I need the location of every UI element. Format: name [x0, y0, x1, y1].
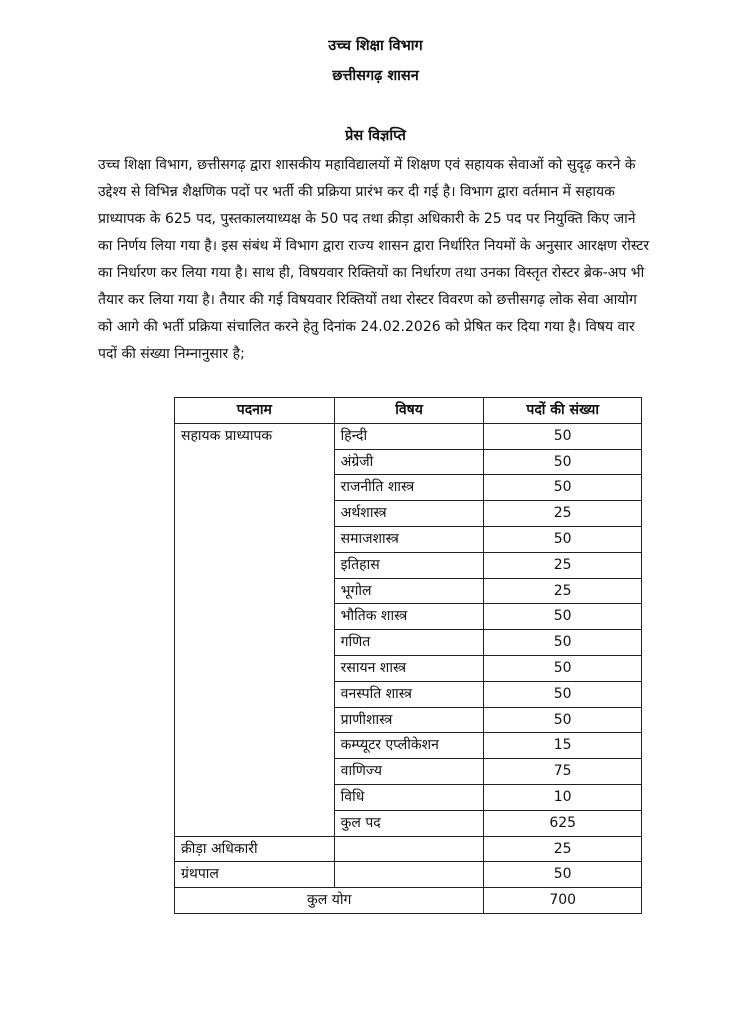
subject-cell: कम्प्यूटर एप्लीकेशन	[334, 733, 484, 759]
count-cell: 50	[484, 681, 642, 707]
subtotal-count: 625	[484, 810, 642, 836]
government-title: छत्तीसगढ़ शासन	[332, 68, 419, 84]
count-cell: 50	[484, 423, 642, 449]
count-cell: 25	[484, 552, 642, 578]
table-row	[175, 862, 642, 888]
subject-cell: वनस्पति शास्त्र	[334, 681, 484, 707]
subject-cell: अंग्रेजी	[334, 449, 484, 475]
post-sports-officer: क्रीड़ा अधिकारी	[175, 836, 335, 862]
table-row	[175, 836, 642, 862]
subject-cell: वाणिज्य	[334, 759, 484, 785]
subject-cell: समाजशास्त्र	[334, 526, 484, 552]
post-librarian: ग्रंथपाल	[175, 862, 335, 888]
subject-cell: इतिहास	[334, 552, 484, 578]
subject-cell: प्राणीशास्त्र	[334, 707, 484, 733]
count-cell: 50	[484, 630, 642, 656]
subject-cell: हिन्दी	[334, 423, 484, 449]
count-cell: 10	[484, 784, 642, 810]
subtotal-label: कुल पद	[334, 810, 484, 836]
table-body	[175, 423, 642, 913]
subject-cell: भूगोल	[334, 578, 484, 604]
subject-cell: विधि	[334, 784, 484, 810]
count-cell: 15	[484, 733, 642, 759]
press-release-body: उच्च शिक्षा विभाग, छत्तीसगढ़ द्वारा शासकीय महाविद्यालयों में शिक्षण एवं सहायक सेवाओं को सुदृढ़ करने के उद्देश्य से विभिन्न शैक्षणिक पदों पर भर्ती की प्रक्रिया प्रारंभ कर दी गई है। विभाग द्वारा वर्तमान में सहायक प्राध्यापक के 625 पद, पुस्तकालयाध्यक्ष के 50 पद तथा क्रीड़ा अधिकारी के 25 पद पर नियुक्ति किए जाने का निर्णय लिया गया है। इस संबंध में विभाग द्वारा राज्य शासन द्वारा निर्धारित नियमों के अनुसार आरक्षण रोस्टर का निर्धारण कर लिया गया है। साथ ही, विषयवार रिक्तियों का निर्धारण तथा उनका विस्तृत रोस्टर ब्रेक-अप भी तैयार कर लिया गया है। तैयार की गई विषयवार रिक्तियों तथा रोस्टर विवरण को छत्तीसगढ़ लोक सेवा आयोग को आगे की भर्ती प्रक्रिया संचालित करने हेतु दिनांक 24.02.2026 को प्रेषित कर दिया गया है। विषय वार पदों की संख्या निम्नानुसार है;	[98, 157, 650, 362]
count-cell: 25	[484, 501, 642, 527]
subject-cell: रसायन शास्त्र	[334, 655, 484, 681]
subject-cell: अर्थशास्त्र	[334, 501, 484, 527]
header-post: पदनाम	[175, 398, 335, 424]
subject-cell: गणित	[334, 630, 484, 656]
table-row	[175, 423, 642, 449]
count-cell: 25	[484, 836, 642, 862]
header-count: पदों की संख्या	[484, 398, 642, 424]
posts-table	[174, 397, 642, 914]
header-subject: विषय	[334, 398, 484, 424]
count-cell: 50	[484, 707, 642, 733]
table-header-row	[175, 398, 642, 424]
press-release-heading: प्रेस विज्ञप्ति	[345, 128, 406, 144]
subject-cell	[334, 836, 484, 862]
count-cell: 50	[484, 604, 642, 630]
subject-cell: भौतिक शास्त्र	[334, 604, 484, 630]
count-cell: 50	[484, 449, 642, 475]
grand-total-label: कुल योग	[175, 888, 484, 914]
department-title: उच्च शिक्षा विभाग	[328, 38, 423, 54]
count-cell: 50	[484, 475, 642, 501]
grand-total-count: 700	[484, 888, 642, 914]
post-assistant-professor: सहायक प्राध्यापक	[175, 423, 335, 836]
count-cell: 50	[484, 655, 642, 681]
count-cell: 50	[484, 526, 642, 552]
subject-cell: राजनीति शास्त्र	[334, 475, 484, 501]
count-cell: 50	[484, 862, 642, 888]
grand-total-row	[175, 888, 642, 914]
count-cell: 75	[484, 759, 642, 785]
subject-cell	[334, 862, 484, 888]
count-cell: 25	[484, 578, 642, 604]
